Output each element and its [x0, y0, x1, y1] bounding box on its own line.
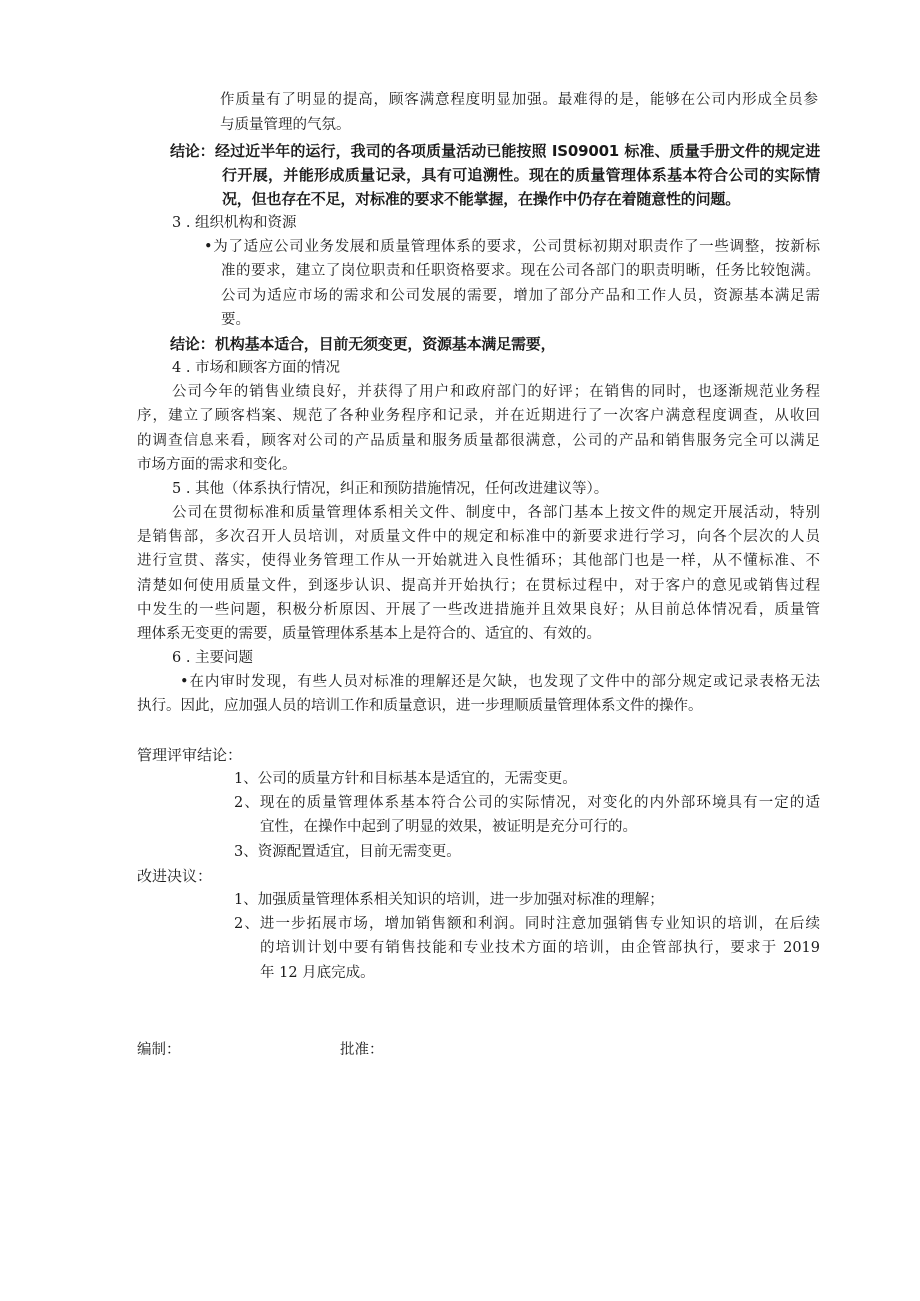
improve-item: 2、进一步拓展市场，增加销售额和利润。同时注意加强销售专业知识的培训，在后续 [234, 916, 820, 932]
intro-line: 与质量管理的气氛。 [220, 117, 351, 133]
paragraph-line: 是销售部，多次召开人员培训，对质量文件中的规定和标准中的新要求进行学习，向各个层次的人员 [137, 529, 820, 545]
paragraph-line: 公司在贯彻标准和质量管理体系相关文件、制度中，各部门基本上按文件的规定开展活动，特别 [172, 505, 820, 521]
paragraph-line: 准的要求，建立了岗位职责和任职资格要求。现在公司各部门的职责明晰，任务比较饱满。 [221, 263, 820, 279]
paragraph-line: 清楚如何使用质量文件，到逐步认识、提高并开始执行；在贯标过程中，对于客户的意见或销售过程 [137, 578, 820, 594]
intro-line: 作质量有了明显的提高，顾客满意程度明显加强。最难得的是，能够在公司内形成全员参 [220, 92, 818, 108]
paragraph-line: 中发生的一些问题，积极分析原因、开展了一些改进措施并且效果良好；从目前总体情况看，质量管 [137, 602, 820, 618]
review-item: 宜性，在操作中起到了明显的效果，被证明是充分可行的。 [260, 819, 637, 835]
review-item: 1、公司的质量方针和目标基本是适宜的，无需变更。 [234, 771, 577, 787]
paragraph-line: 公司为适应市场的需求和公司发展的需要，增加了部分产品和工作人员，资源基本满足需 [221, 288, 820, 304]
paragraph-line: •在内审时发现，有些人员对标准的理解还是欠缺，也发现了文件中的部分规定或记录表格无法 [180, 674, 820, 690]
paragraph-line: •为了适应公司业务发展和质量管理体系的要求，公司贯标初期对职责作了一些调整，按新标 [204, 239, 820, 255]
section-heading: 3 . 组织机构和资源 [172, 215, 297, 231]
paragraph-line: 执行。因此，应加强人员的培训工作和质量意识，进一步理顺质量管理体系文件的操作。 [137, 698, 703, 714]
paragraph-line: 序，建立了顾客档案、规范了各种业务程序和记录，并在近期进行了一次客户满意程度调查，从收回 [137, 408, 820, 424]
section-heading: 4 . 市场和顾客方面的情况 [172, 360, 341, 376]
improve-title: 改进决议： [137, 867, 213, 885]
conclusion-line: 机构基本适合，目前无须变更，资源基本满足需要， [215, 335, 556, 353]
paragraph-line: 进行宣贯、落实，使得业务管理工作从一开始就进入良性循环；其他部门也是一样，从不懂标准、不 [137, 553, 820, 569]
prepared-by-label: 编制： [137, 1042, 181, 1058]
review-item: 3、资源配置适宜，目前无需变更。 [234, 844, 461, 860]
section-heading: 6 . 主要问题 [172, 650, 254, 666]
conclusion-line: 行开展，并能形成质量记录，具有可追溯性。现在的质量管理体系基本符合公司的实际情 [222, 166, 820, 184]
improve-item: 的培训计划中要有销售技能和专业技术方面的培训，由企管部执行，要求于 2019 [260, 940, 820, 956]
conclusion-line: 况，但也存在不足，对标准的要求不能掌握，在操作中仍存在着随意性的问题。 [222, 190, 741, 208]
conclusion-label: 结论： [170, 142, 215, 160]
paragraph-line: 公司今年的销售业绩良好，并获得了用户和政府部门的好评；在销售的同时，也逐渐规范业务程 [172, 384, 820, 400]
improve-item: 年 12 月底完成。 [260, 965, 375, 981]
review-item: 2、现在的质量管理体系基本符合公司的实际情况，对变化的内外部环境具有一定的适 [234, 795, 820, 811]
approved-by-label: 批准： [340, 1042, 384, 1058]
conclusion-label: 结论： [170, 335, 215, 353]
paragraph-line: 市场方面的需求和变化。 [137, 457, 297, 473]
paragraph-line: 要。 [221, 312, 250, 328]
improve-item: 1、加强质量管理体系相关知识的培训，进一步加强对标准的理解； [234, 892, 664, 908]
paragraph-line: 理体系无变更的需要，质量管理体系基本上是符合的、适宜的、有效的。 [137, 626, 601, 642]
paragraph-line: 的调查信息来看，顾客对公司的产品质量和服务质量都很满意，公司的产品和销售服务完全可以满足 [137, 433, 820, 449]
review-title: 管理评审结论： [137, 746, 243, 764]
conclusion-line: 经过近半年的运行，我司的各项质量活动已能按照 IS09001 标准、质量手册文件的规定进 [215, 142, 820, 160]
section-heading: 5 . 其他（体系执行情况，纠正和预防措施情况，任何改进建议等）。 [172, 481, 609, 497]
